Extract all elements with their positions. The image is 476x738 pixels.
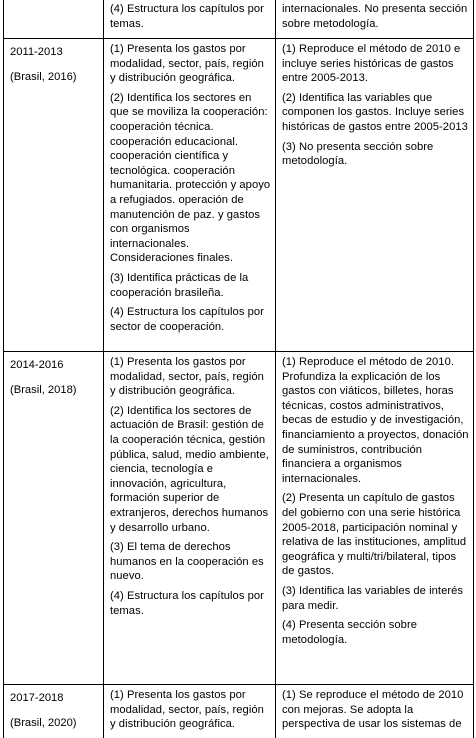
activities-cell (104, 0, 276, 39)
paragraph: (1) Reproduce el método de 2010 e incluye series históricas de gastos entre 2005-2013. (282, 43, 461, 85)
period-label: 2011-2013 (10, 46, 63, 58)
paragraph: (3) No presenta sección sobre metodología. (282, 140, 434, 168)
source-citation: (Brasil, 2018) (10, 383, 77, 396)
table-row (4, 685, 474, 738)
period-label: 2017-2018 (10, 692, 64, 704)
method-cell (276, 352, 474, 685)
paragraph: (1) Presenta los gastos por modalidad, sector, país, región y distribución geográfica. (110, 689, 264, 731)
method-cell (276, 39, 474, 352)
table-row (4, 39, 474, 352)
period-label: 2014-2016 (10, 359, 64, 371)
method-cell (276, 0, 474, 39)
paragraph: (1) Presenta los gastos por modalidad, sector, país, región y distribución geográfica. (110, 43, 264, 85)
activities-cell (104, 352, 276, 685)
period-cell (4, 0, 104, 39)
period-cell (4, 352, 104, 685)
paragraph: (1) Se reproduce el método de 2010 con mejoras. Se adopta la perspectiva de usar los sistemas de (282, 689, 464, 731)
paragraph: (2) Identifica los sectores de actuación de Brasil: gestión de la cooperación técnica, gestión pública, salud, medio ambiente, ciencia, tecnología e innovación, agricultura, formación superior de extranjeros, derechos humanos y desarrollo urbano. (110, 404, 269, 534)
source-citation: (Brasil, 2020) (10, 716, 77, 729)
paragraph: (4) Presenta sección sobre metodología. (282, 619, 417, 646)
paragraph: internacionales. No presenta sección sobre metodología. (282, 3, 468, 30)
paragraph: (2) Identifica las variables que componen los gastos. Incluye series históricas de gastos entre 2005-2013 (282, 91, 468, 133)
paragraph: (1) Reproduce el método de 2010. Profundiza la explicación de los gastos con viáticos, billetes, horas técnicas, costos administrativos, becas de estudio y de investigación, financiamiento a proyectos, donación de suministros, contribución financiera a organismos internacionales. (282, 356, 469, 485)
activities-cell (104, 685, 276, 738)
paragraph: (2) Identifica los sectores en que se moviliza la cooperación: cooperación técnica. cooperación educacional. cooperación científica y tecnológica. cooperación humanitaria. protección y apoyo a refugiados. operación de manutención de paz. y gastos con organismos internacionales. Consideraciones finales. (110, 91, 271, 265)
table-row (4, 352, 474, 685)
paragraph: (4) Estructura los capítulos por sector de cooperación. (110, 306, 264, 333)
paragraph: (2) Presenta un capítulo de gastos del gobierno con una serie histórica 2005-2018, participación nominal y relativa de las instituciones, amplitud geográfica y multi/tri/bilateral, tipos de gastos. (282, 492, 467, 578)
period-cell (4, 39, 104, 352)
paragraph: (3) Identifica prácticas de la cooperación brasileña. (110, 271, 249, 299)
paragraph: (4) Estructura los capítulos por temas. (110, 3, 264, 30)
activities-cell (104, 39, 276, 352)
source-citation: (Brasil, 2016) (10, 70, 77, 83)
table-row (4, 0, 474, 39)
paragraph: (3) Identifica las variables de interés para medir. (282, 584, 464, 612)
paragraph: (3) El tema de derechos humanos en la cooperación es nuevo. (110, 541, 264, 583)
comparison-table (3, 0, 474, 738)
paragraph: (1) Presenta los gastos por modalidad, sector, país, región y distribución geográfica. (110, 356, 264, 398)
paragraph: (4) Estructura los capítulos por temas. (110, 589, 264, 617)
period-cell (4, 685, 104, 738)
method-cell (276, 685, 474, 738)
